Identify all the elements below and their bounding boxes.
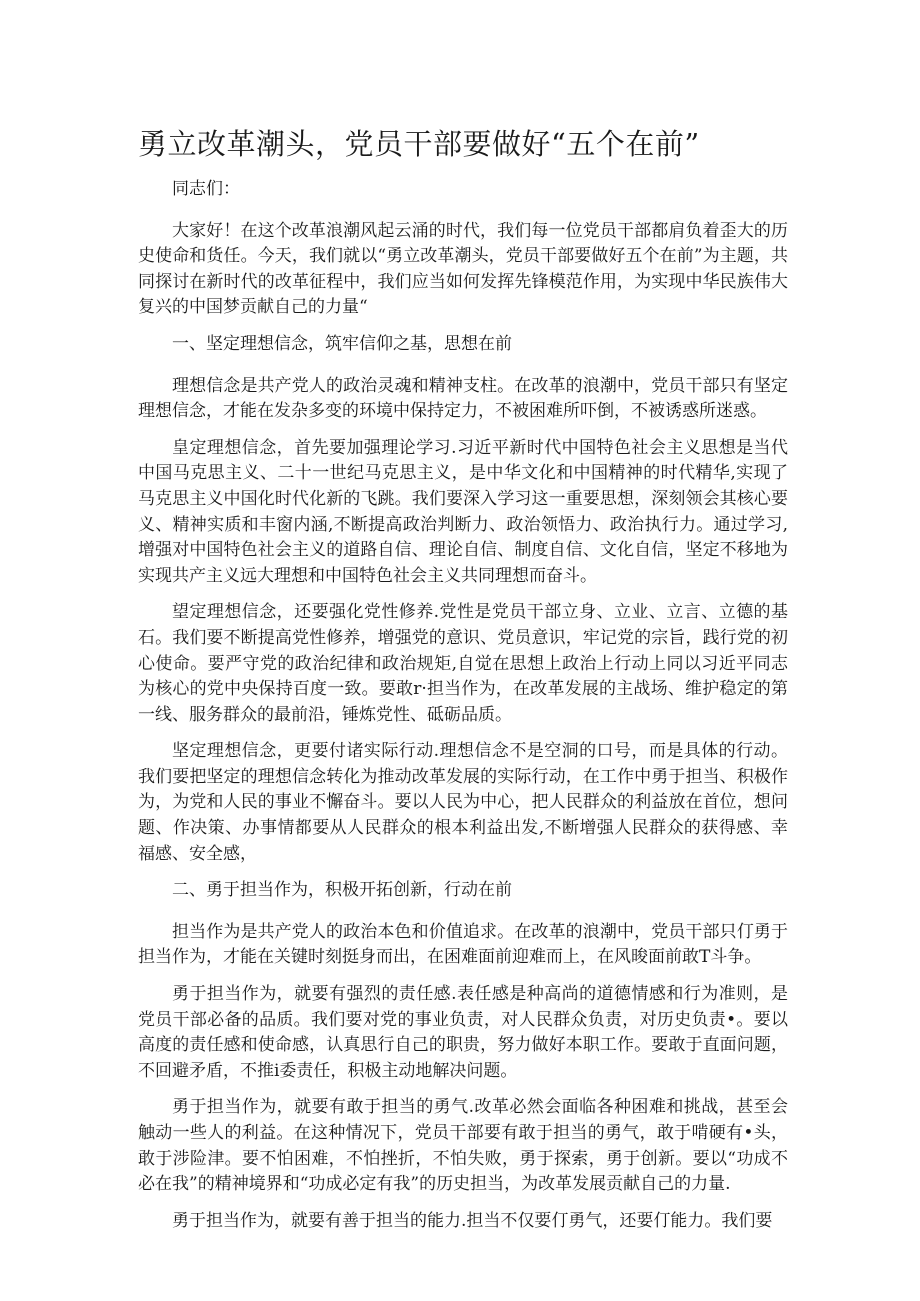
paragraph-intro: 大家好！在这个改革浪潮风起云涌的时代，我们每一位党员干部都肩负着歪大的历史使命和货任。今天，我们就以“勇立改革潮头，党员干部要做好五个在前”为主题，共同探讨在新时代的改革征程中，我们应当如何发挥先锋模范作用，为实现中华民族伟大复兴的中国梦贡献自己的力量“ <box>138 220 788 318</box>
paragraph: 勇于担当作为，就要有敢于担当的勇气.改革必然会面临各种困难和挑战，甚至会触动一些人的利益。在这种情况下，党员干部要有敢于担当的勇气，敢于啃硬有•头，敢于涉险津。要不怕困难，不怕挫折，不怕失败，勇于探索，勇于创新。要以“功成不必在我”的精神境界和“功成必定有我”的历史担当，为改革发展贡献自己的力量. <box>138 1097 788 1195</box>
document-body <box>138 177 788 1245</box>
section-heading-2: 二、勇于担当作为，积极开拓创新，行动在前 <box>172 880 512 901</box>
paragraph: 担当作为是共产党人的政治本色和价值追求。在改革的浪潮中，党员干部只仃勇于担当作为，才能在关键时刻挺身而出，在困难面前迎难而上，在风晙面前敢T斗争。 <box>138 921 788 968</box>
paragraph: 勇于担当作为，就要有强烈的责任感.表任感是种高尚的道德情感和行为准则，是党员干部必备的品质。我们要对党的事业负责，对人民群众负责，对历史负责•。要以高度的责任感和使命感，认真思行自己的职贵，努力做好本职工作。要敢于直面问题，不回避矛盾，不推i委责任，积极主动地解决问题。 <box>138 984 788 1081</box>
document-title: 勇立改革潮头，党员干部要做好“五个在前” <box>138 127 700 161</box>
paragraph: 望定理想信念，还要强化党性修养.党性是党员干部立身、立业、立言、立德的基石。我们要不断提高党性修养，增强党的意识、党员意识，牢记党的宗旨，践行党的初心使命。要严守党的政治纪律和政治规矩,自觉在思想上政治上行动上同以习近平同志为核心的党中央保持百度一致。要敢r·担当作为，在改革发展的主战场、维护稳定的第一线、服务群众的最前沿，锤炼党性、砥砺品质。 <box>138 602 788 725</box>
section-heading-1: 一、坚定理想信念，筑牢信仰之基，思想在前 <box>172 333 512 354</box>
paragraph: 理想信念是共产党人的政治灵魂和精神支柱。在改革的浪潮中，党员干部只有坚定理想信念，才能在发杂多变的环境中保持定力，不被困难所吓倒，不被诱惑所迷惑。 <box>138 375 788 422</box>
paragraph: 皇定理想信念，首先要加强理论学习.习近平新时代中国特色社会主义思想是当代中国马克思主义、二十一世纪马克思主义，是中华文化和中国精神的时代精华,实现了马克思主义中国化时代化新的飞跳。我们要深入学习这一重要思想，深刻领会其核心要义、精神实质和丰窗内涵,不断提高政治判断力、政治领悟力、政治执行力。通过学习,增强对中国特色社会主义的道路自信、理论自信、制度自信、文化自信，坚定不移地为实现共产主义远大理想和中国特色社会主义共同理想而奋斗。 <box>138 437 788 586</box>
paragraph: 勇于担当作为，就要有善于担当的能力.担当不仅要仃勇气，还要仃能力。我们要 <box>172 1210 773 1231</box>
paragraph: 坚定理想信念，更要付诸实际行动.理想信念不是空洞的口号，而是具体的行动。我们要把坚定的理想信念转化为推动改革发展的实际行动，在工作中勇于担当、积极作为，为党和人民的事业不懈奋斗。要以人民为中心，把人民群众的利益放在首位，想问题、作决策、办事情都要从人民群众的根本利益出发,不断增强人民群众的获得感、幸福感、安全感， <box>138 741 788 864</box>
salutation: 同志们： <box>172 179 240 199</box>
